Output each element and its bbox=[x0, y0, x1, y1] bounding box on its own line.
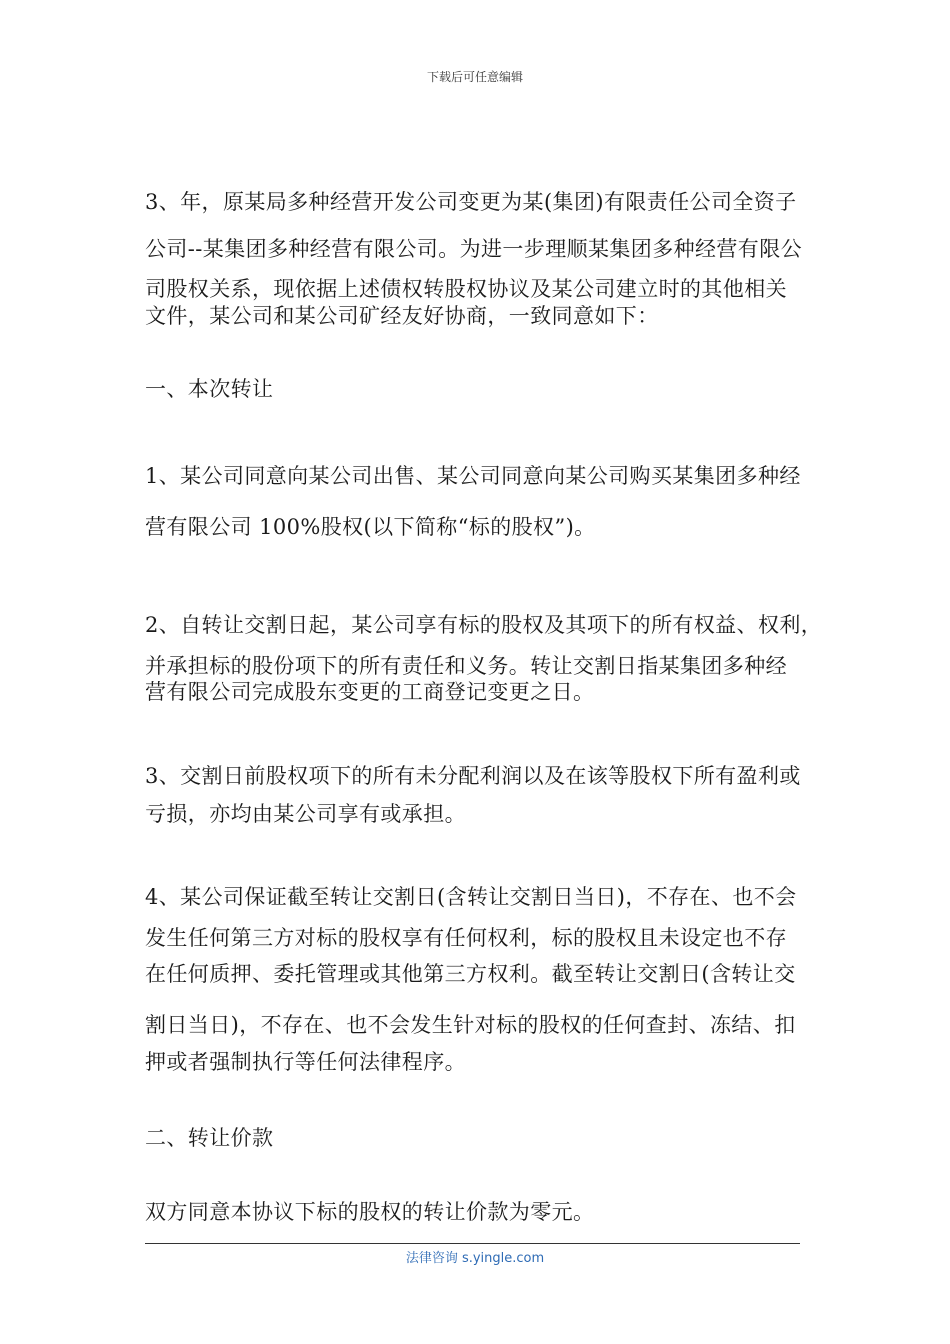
body-line: 割日当日)，不存在、也不会发生针对标的股权的任何查封、冻结、扣 bbox=[145, 1013, 796, 1037]
body-line: 并承担标的股份项下的所有责任和义务。转让交割日指某集团多种经 bbox=[145, 654, 787, 678]
body-line: 2、自转让交割日起，某公司享有标的股权及其项下的所有权益、权利， bbox=[145, 613, 823, 637]
section-heading: 一、本次转让 bbox=[145, 377, 274, 401]
body-line: 营有限公司完成股东变更的工商登记变更之日。 bbox=[145, 680, 595, 704]
body-line: 3、年，原某局多种经营开发公司变更为某(集团)有限责任公司全资子 bbox=[145, 190, 797, 214]
body-line: 司股权关系，现依据上述债权转股权协议及某公司建立时的其他相关 bbox=[145, 277, 787, 301]
body-line: 营有限公司 100%股权(以下简称“标的股权”)。 bbox=[145, 515, 596, 539]
body-line: 公司--某集团多种经营有限公司。为进一步理顺某集团多种经营有限公 bbox=[145, 237, 802, 261]
page-header: 下载后可任意编辑 bbox=[426, 70, 523, 84]
section-heading: 二、转让价款 bbox=[145, 1126, 274, 1150]
footer-link[interactable]: 法律咨询 s.yingle.com bbox=[405, 1251, 545, 1266]
footer-divider bbox=[145, 1243, 800, 1244]
body-line: 4、某公司保证截至转让交割日(含转让交割日当日)，不存在、也不会 bbox=[145, 885, 797, 909]
body-line: 押或者强制执行等任何法律程序。 bbox=[145, 1050, 466, 1074]
body-line: 1、某公司同意向某公司出售、某公司同意向某公司购买某集团多种经 bbox=[145, 464, 801, 488]
body-line: 在任何质押、委托管理或其他第三方权利。截至转让交割日(含转让交 bbox=[145, 962, 796, 986]
body-line: 文件，某公司和某公司矿经友好协商，一致同意如下： bbox=[145, 304, 659, 328]
body-line: 发生任何第三方对标的股权享有任何权利，标的股权且未设定也不存 bbox=[145, 926, 787, 950]
body-line: 3、交割日前股权项下的所有未分配利润以及在该等股权下所有盈利或 bbox=[145, 764, 801, 788]
body-line: 双方同意本协议下标的股权的转让价款为零元。 bbox=[145, 1200, 595, 1224]
body-line: 亏损，亦均由某公司享有或承担。 bbox=[145, 802, 466, 826]
